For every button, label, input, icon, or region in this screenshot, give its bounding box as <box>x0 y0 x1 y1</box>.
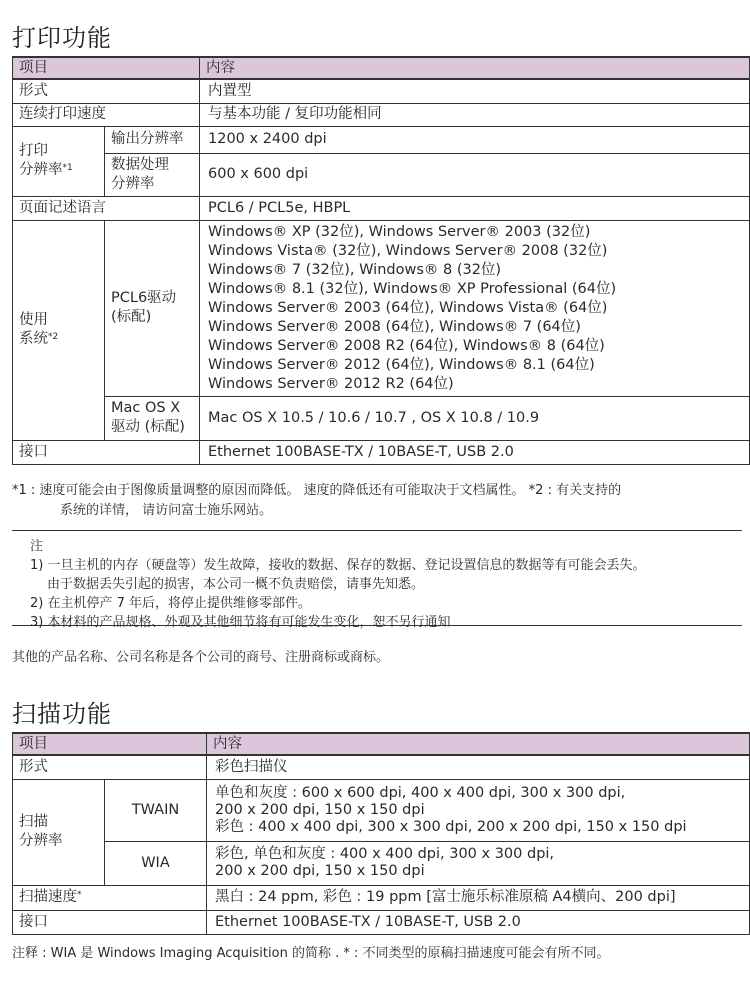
interface-value: Ethernet 100BASE-TX / 10BASE-T, USB 2.0 <box>200 440 750 464</box>
list-item: 200 x 200 dpi, 150 x 150 dpi <box>215 801 425 818</box>
output-resolution-label: 输出分辨率 <box>105 126 200 153</box>
scan-speed-label-text: 扫描速度 <box>19 889 77 905</box>
note-line: 1) 一旦主机的内存（硬盘等）发生故障，接收的数据、保存的数据、登记设置信息的数据等有可能会丢失。 <box>30 558 646 573</box>
twain-values <box>207 779 750 841</box>
table-header-row <box>13 733 750 755</box>
table-row <box>13 440 750 464</box>
print-footnote <box>12 481 738 521</box>
scan-resolution-label <box>13 779 105 885</box>
mac-driver-label-line1: Mac OS X <box>111 400 181 416</box>
table-row <box>13 103 750 126</box>
note-line: 由于数据丢失引起的损害，本公司一概不负责赔偿，请事先知悉。 <box>47 577 425 592</box>
table-row <box>13 779 750 841</box>
scan-resolution-label-line1: 扫描 <box>19 814 48 830</box>
table-row <box>13 126 750 153</box>
scan-speed-label <box>13 885 207 910</box>
notes-box <box>12 530 742 630</box>
os-label <box>13 220 105 440</box>
list-item: Windows® 8.1 (32位), Windows® XP Professional (64位) <box>208 280 617 297</box>
list-item: Windows Server® 2008 (64位), Windows® 7 (64位) <box>208 318 581 335</box>
scan-speed-value: 黑白 : 24 ppm, 彩色 : 19 ppm [富士施乐标准原稿 A4横向、200 dpi] <box>207 885 750 910</box>
header-item: 项目 <box>13 57 200 79</box>
list-item: Windows® 7 (32位), Windows® 8 (32位) <box>208 261 502 278</box>
print-footnote-line1: *1 : 速度可能会由于图像质量调整的原因而降低。 速度的降低还有可能取决于文档属性。 *2 : 有关支持的 <box>12 483 622 498</box>
table-row <box>13 841 750 885</box>
list-item: Windows Server® 2012 (64位), Windows® 8.1 (64位) <box>208 356 595 373</box>
header-item: 项目 <box>13 733 207 755</box>
trademark-notice: 其他的产品名称、公司名称是各个公司的商号、注册商标或商标。 <box>12 650 390 665</box>
scan-section-title: 扫描功能 <box>12 700 112 728</box>
wia-values <box>207 841 750 885</box>
print-footnote-line2: 系统的详情， 请访问富士施乐网站。 <box>60 503 273 518</box>
note-line: 3) 本材料的产品规格、外观及其他细节将有可能发生变化，恕不另行通知 <box>30 615 451 630</box>
list-item: 彩色 : 400 x 400 dpi, 300 x 300 dpi, 200 x 200 dpi, 150 x 150 dpi <box>215 818 687 835</box>
print-resolution-label-line1: 打印 <box>19 143 48 159</box>
form-value: 内置型 <box>200 79 750 103</box>
note-line: 2) 在主机停产 7 年后，将停止提供维修零部件。 <box>30 596 312 611</box>
table-row <box>13 153 750 196</box>
list-item: 200 x 200 dpi, 150 x 150 dpi <box>215 863 425 879</box>
mac-os-value: Mac OS X 10.5 / 10.6 / 10.7 , OS X 10.8 / 10.9 <box>200 396 750 440</box>
processing-resolution-label-line2: 分辨率 <box>111 175 155 192</box>
footnote-ref-1: *1 <box>62 163 73 173</box>
print-resolution-label-line2: 分辨率 <box>19 162 63 178</box>
list-item: Windows Server® 2003 (64位), Windows Vista® (64位) <box>208 299 608 316</box>
notes-title: 注 <box>30 539 44 554</box>
scan-resolution-label-line2: 分辨率 <box>19 833 63 849</box>
scan-footnote: 注释 : WIA 是 Windows Imaging Acquisition 的简称 . * : 不同类型的原稿扫描速度可能会有所不同。 <box>12 946 610 961</box>
pdl-value: PCL6 / PCL5e, HBPL <box>200 196 750 220</box>
table-row <box>13 755 750 779</box>
processing-resolution-label <box>105 153 200 196</box>
table-row <box>13 910 750 934</box>
processing-resolution-label-line1: 数据处理 <box>111 156 169 173</box>
header-content: 内容 <box>200 57 750 79</box>
os-label-line1: 使用 <box>19 312 48 328</box>
pcl6-os-list <box>200 220 750 396</box>
twain-label: TWAIN <box>105 779 207 841</box>
pdl-label: 页面记述语言 <box>13 196 200 220</box>
scan-form-label: 形式 <box>13 755 207 779</box>
mac-driver-label <box>105 396 200 440</box>
scan-interface-value: Ethernet 100BASE-TX / 10BASE-T, USB 2.0 <box>207 910 750 934</box>
scan-spec-table <box>12 732 750 935</box>
mac-driver-label-line2: 驱动 (标配) <box>111 419 185 435</box>
list-item: Windows® XP (32位), Windows Server® 2003 (32位) <box>208 223 591 240</box>
list-item: 单色和灰度 : 600 x 600 dpi, 400 x 400 dpi, 300 x 300 dpi, <box>215 784 626 801</box>
footnote-ref-scan: * <box>77 890 82 900</box>
scan-form-value: 彩色扫描仪 <box>207 755 750 779</box>
table-row <box>13 396 750 440</box>
interface-label: 接口 <box>13 440 200 464</box>
scan-interface-label: 接口 <box>13 910 207 934</box>
footnote-ref-2: *2 <box>48 332 59 342</box>
pcl6-driver-label <box>105 220 200 396</box>
form-label: 形式 <box>13 79 200 103</box>
list-item: Windows Vista® (32位), Windows Server® 2008 (32位) <box>208 242 608 259</box>
table-row <box>13 885 750 910</box>
header-content: 内容 <box>207 733 750 755</box>
table-row <box>13 220 750 396</box>
table-row <box>13 79 750 103</box>
table-row <box>13 196 750 220</box>
list-item: Windows Server® 2012 R2 (64位) <box>208 375 454 392</box>
print-section-title: 打印功能 <box>12 24 112 52</box>
list-item: Windows Server® 2008 R2 (64位), Windows® 8 (64位) <box>208 337 605 354</box>
pcl6-driver-label-line2: (标配) <box>111 309 152 325</box>
processing-resolution-value: 600 x 600 dpi <box>200 153 750 196</box>
os-label-line2: 系统 <box>19 331 48 347</box>
output-resolution-value: 1200 x 2400 dpi <box>200 126 750 153</box>
speed-value: 与基本功能 / 复印功能相同 <box>200 103 750 126</box>
print-resolution-label <box>13 126 105 196</box>
list-item: 彩色, 单色和灰度 : 400 x 400 dpi, 300 x 300 dpi, <box>215 846 555 862</box>
print-spec-table <box>12 56 750 465</box>
table-header-row <box>13 57 750 79</box>
speed-label: 连续打印速度 <box>13 103 200 126</box>
wia-label: WIA <box>105 841 207 885</box>
pcl6-driver-label-line1: PCL6驱动 <box>111 290 177 306</box>
